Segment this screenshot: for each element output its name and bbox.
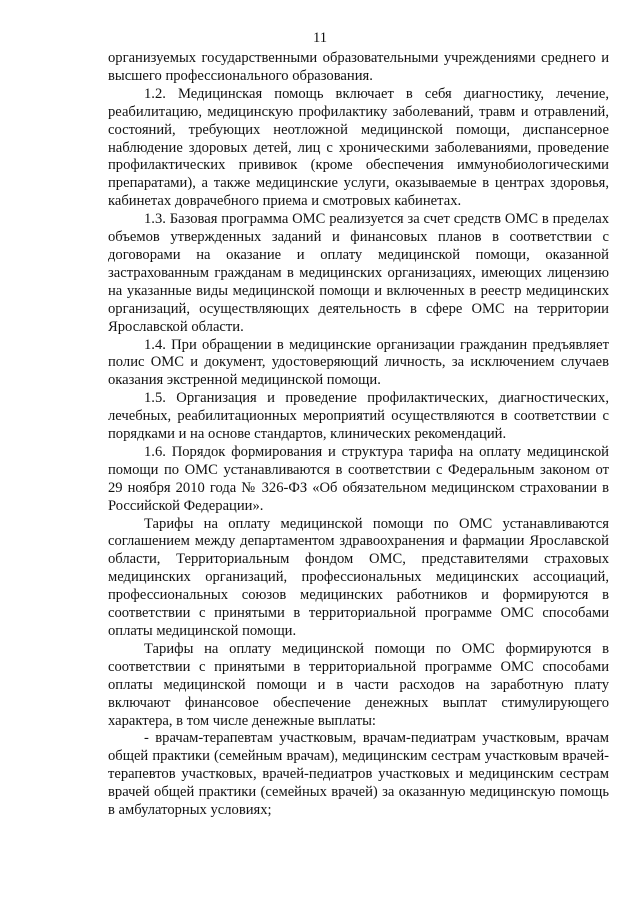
list-item-payments: - врачам-терапевтам участковым, врачам-педиатрам участковым, врачам общей практики (семейным врачам), медицинским сестрам участковым врачей-терапевтов участковых, врачей-педиатров участковых и медицинским сестрам врачей общей практики (семейных врачей) за оказанную медицинскую помощь в амбулаторных условиях; <box>108 730 609 819</box>
paragraph-tariffs-established: Тарифы на оплату медицинской помощи по ОМС устанавливаются соглашением между департаментом здравоохранения и фармации Ярославской области, Территориальным фондом ОМС, представителями страховых медицинских организаций, профессиональных медицинских ассоциаций, профессиональных союзов медицинских работников и формируются в соответствии с принятыми в территориальной программе ОМС способами оплаты медицинской помощи. <box>108 515 609 639</box>
paragraph-1-3: 1.3. Базовая программа ОМС реализуется за счет средств ОМС в пределах объемов утвержденных заданий и финансовых планов в соответствии с договорами на оказание и оплату медицинской помощи, оказанной застрахованным гражданам в медицинских организациях, имеющих лицензию на указанные виды медицинской помощи и включенных в реестр медицинских организаций, осуществляющих деятельность в сфере ОМС на территории Ярославской области. <box>108 211 609 335</box>
page-number: 11 <box>312 30 328 46</box>
document-body <box>108 50 609 820</box>
paragraph-tariffs-formed: Тарифы на оплату медицинской помощи по ОМС формируются в соответствии с принятыми в территориальной программе ОМС способами оплаты медицинской помощи и в части расходов на заработную плату включают финансовое обеспечение денежных выплат стимулирующего характера, в том числе денежные выплаты: <box>108 640 609 729</box>
paragraph-continuation: организуемых государственными образовательными учреждениями среднего и высшего профессионального образования. <box>108 50 609 84</box>
paragraph-1-5: 1.5. Организация и проведение профилактических, диагностических, лечебных, реабилитационных мероприятий осуществляются в соответствии с порядками и на основе стандартов, клинических рекомендаций. <box>108 390 609 443</box>
paragraph-1-2: 1.2. Медицинская помощь включает в себя диагностику, лечение, реабилитацию, медицинскую профилактику заболеваний, травм и отравлений, состояний, требующих неотложной медицинской помощи, диспансерное наблюдение здоровых детей, лиц с хроническими заболеваниями, проведение профилактических прививок (кроме обеспечения иммунобиологическими препаратами), а также медицинские услуги, оказываемые в центрах здоровья, кабинетах доврачебного приема и смотровых кабинетах. <box>108 85 609 210</box>
paragraph-1-4: 1.4. При обращении в медицинские организации гражданин предъявляет полис ОМС и документ, удостоверяющий личность, за исключением случаев оказания экстренной медицинской помощи. <box>108 336 609 389</box>
paragraph-1-6: 1.6. Порядок формирования и структура тарифа на оплату медицинской помощи по ОМС устанавливаются в соответствии с Федеральным законом от 29 ноября 2010 года № 326-ФЗ «Об обязательном медицинском страховании в Российской Федерации». <box>108 443 609 514</box>
